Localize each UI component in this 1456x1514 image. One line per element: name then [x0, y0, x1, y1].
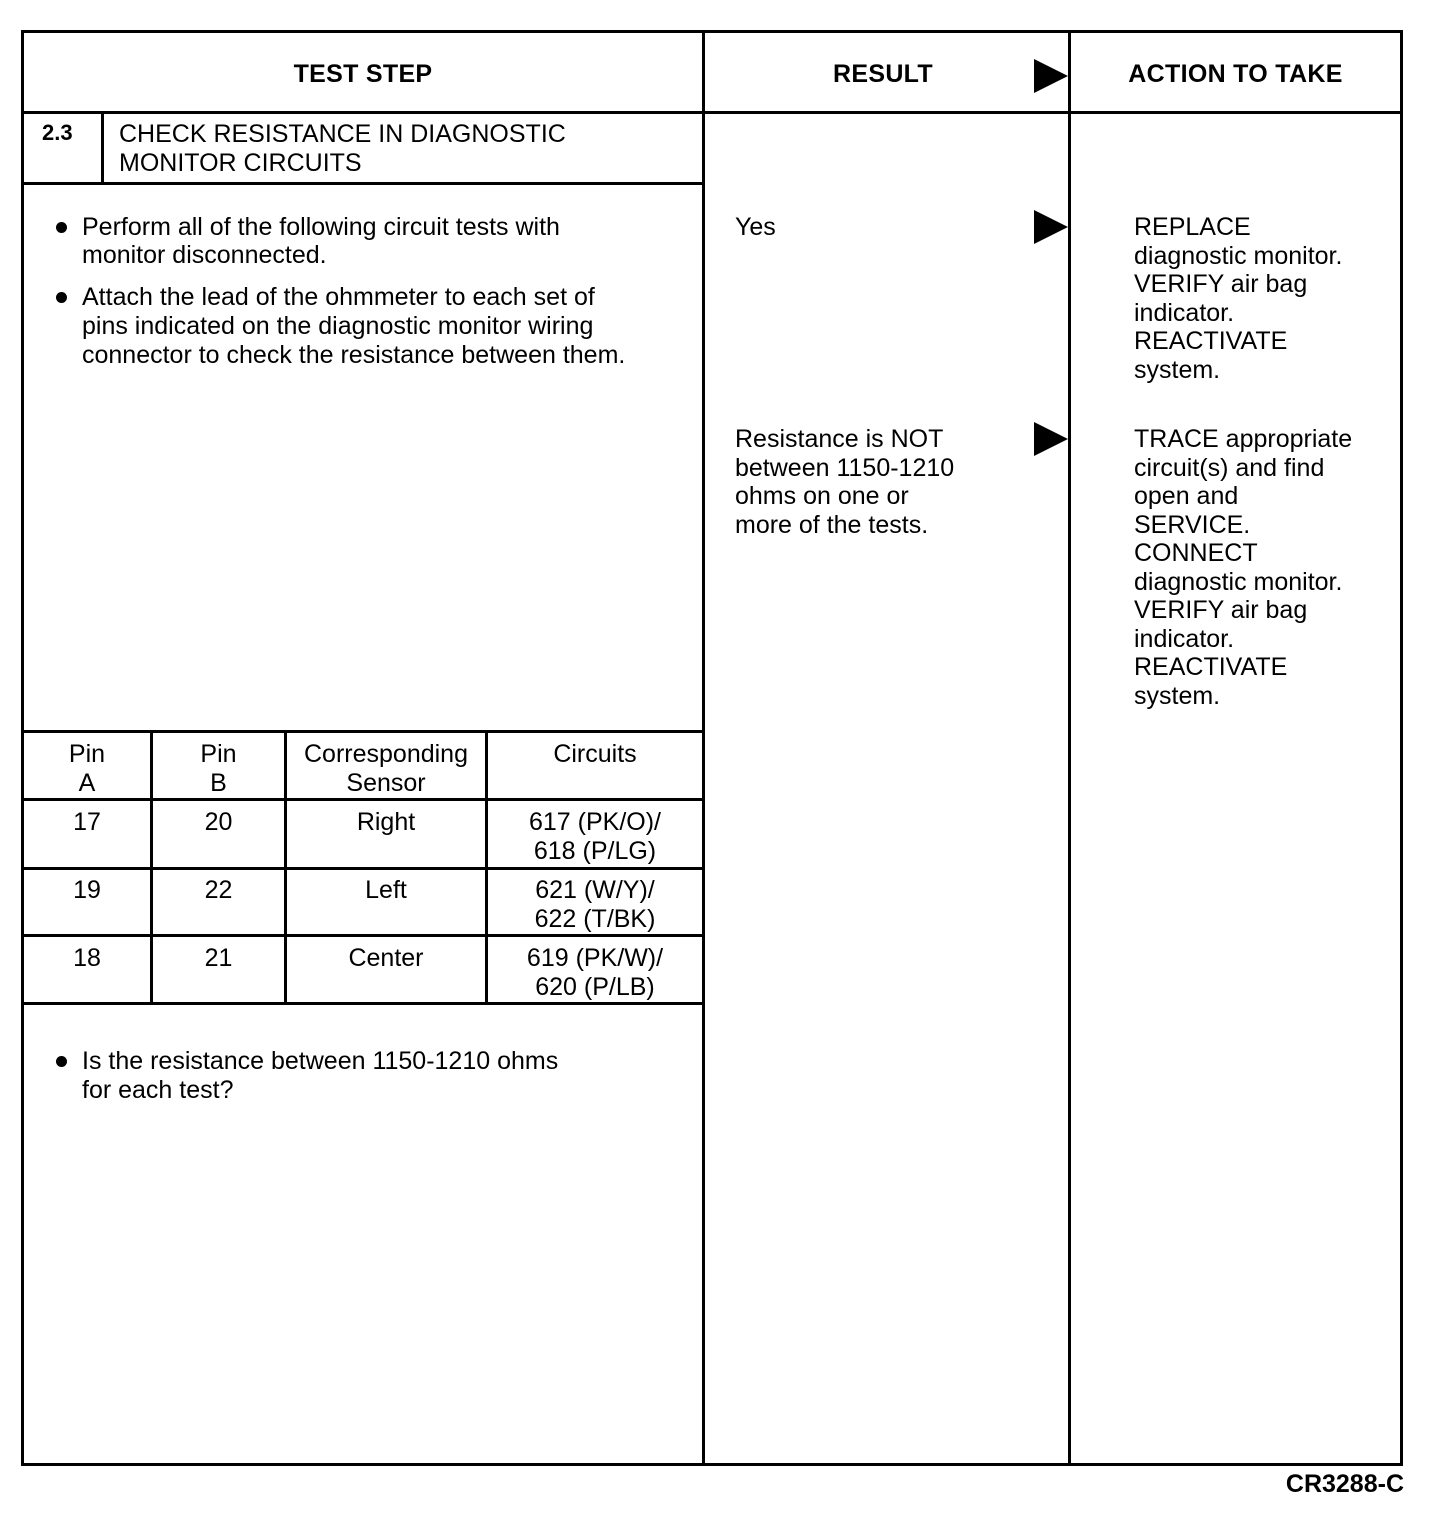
pin-table-cell-pin-b: 22	[204, 876, 233, 904]
result-not-in-range: Resistance is NOT between 1150-1210 ohms on one or more of the tests.	[735, 425, 955, 539]
header-action: ACTION TO TAKE	[1128, 60, 1343, 88]
column-divider-result-action	[1068, 30, 1071, 1466]
instruction-2-line2: pins indicated on the diagnostic monitor wiring	[82, 312, 594, 340]
question-line2: for each test?	[82, 1076, 234, 1104]
instruction-2-line1: Attach the lead of the ohmmeter to each set of	[82, 283, 595, 311]
pin-table-cell-circuits: 617 (PK/O)/ 618 (P/LG)	[529, 808, 661, 865]
action-not-in-range: TRACE appropriate circuit(s) and find open and SERVICE. CONNECT diagnostic monitor. VERIFY air bag indicator. REACTIVATE system.	[1134, 425, 1353, 710]
bullet-icon	[56, 1056, 67, 1067]
pin-table-cell-sensor: Right	[356, 808, 416, 836]
header-result: RESULT	[833, 60, 933, 88]
pin-table-bottom-border	[21, 1002, 705, 1005]
step-title-separator	[21, 182, 705, 185]
pin-table-header-pin-a: Pin A	[68, 740, 106, 797]
pin-table-cell-circuits: 621 (W/Y)/ 622 (T/BK)	[534, 876, 656, 933]
question-line1: Is the resistance between 1150-1210 ohms	[82, 1047, 559, 1075]
header-arrow-icon	[1034, 59, 1068, 93]
bullet-icon	[56, 222, 67, 233]
result-yes: Yes	[735, 213, 776, 241]
pin-table-header-border	[21, 798, 705, 801]
step-title-line1: CHECK RESISTANCE IN DIAGNOSTIC	[119, 120, 566, 148]
bullet-icon	[56, 292, 67, 303]
pin-table-row-border	[21, 867, 705, 870]
pin-table-cell-circuits: 619 (PK/W)/ 620 (P/LB)	[526, 944, 664, 1001]
pin-table-header-circuits: Circuits	[553, 740, 637, 768]
pin-table-cell-pin-a: 17	[73, 808, 101, 836]
pin-table-header-sensor: Corresponding Sensor	[304, 740, 468, 797]
step-title-line2: MONITOR CIRCUITS	[119, 149, 362, 177]
instruction-2-line3: connector to check the resistance between them.	[82, 341, 626, 369]
column-divider-test-result	[702, 30, 705, 1466]
pin-table-cell-sensor: Left	[365, 876, 407, 904]
arrow-right-icon	[1034, 210, 1068, 244]
header-separator	[21, 111, 1403, 114]
pin-table-cell-pin-b: 21	[204, 944, 233, 972]
pin-table-cell-sensor: Center	[348, 944, 424, 972]
pin-table-header-pin-b: Pin B	[200, 740, 237, 797]
pin-table-top-border	[21, 730, 705, 733]
pin-table-cell-pin-a: 19	[73, 876, 101, 904]
instruction-1-line1: Perform all of the following circuit tests with	[82, 213, 560, 241]
step-number: 2.3	[42, 120, 73, 145]
instruction-1-line2: monitor disconnected.	[82, 241, 327, 269]
pin-table-row-border	[21, 934, 705, 937]
pin-table-cell-pin-b: 20	[204, 808, 233, 836]
step-number-divider	[101, 111, 104, 185]
figure-code: CR3288-C	[1285, 1470, 1404, 1498]
arrow-right-icon	[1034, 422, 1068, 456]
pin-table-cell-pin-a: 18	[73, 944, 101, 972]
header-test-step: TEST STEP	[293, 60, 433, 88]
action-yes: REPLACE diagnostic monitor. VERIFY air bag indicator. REACTIVATE system.	[1134, 213, 1343, 384]
